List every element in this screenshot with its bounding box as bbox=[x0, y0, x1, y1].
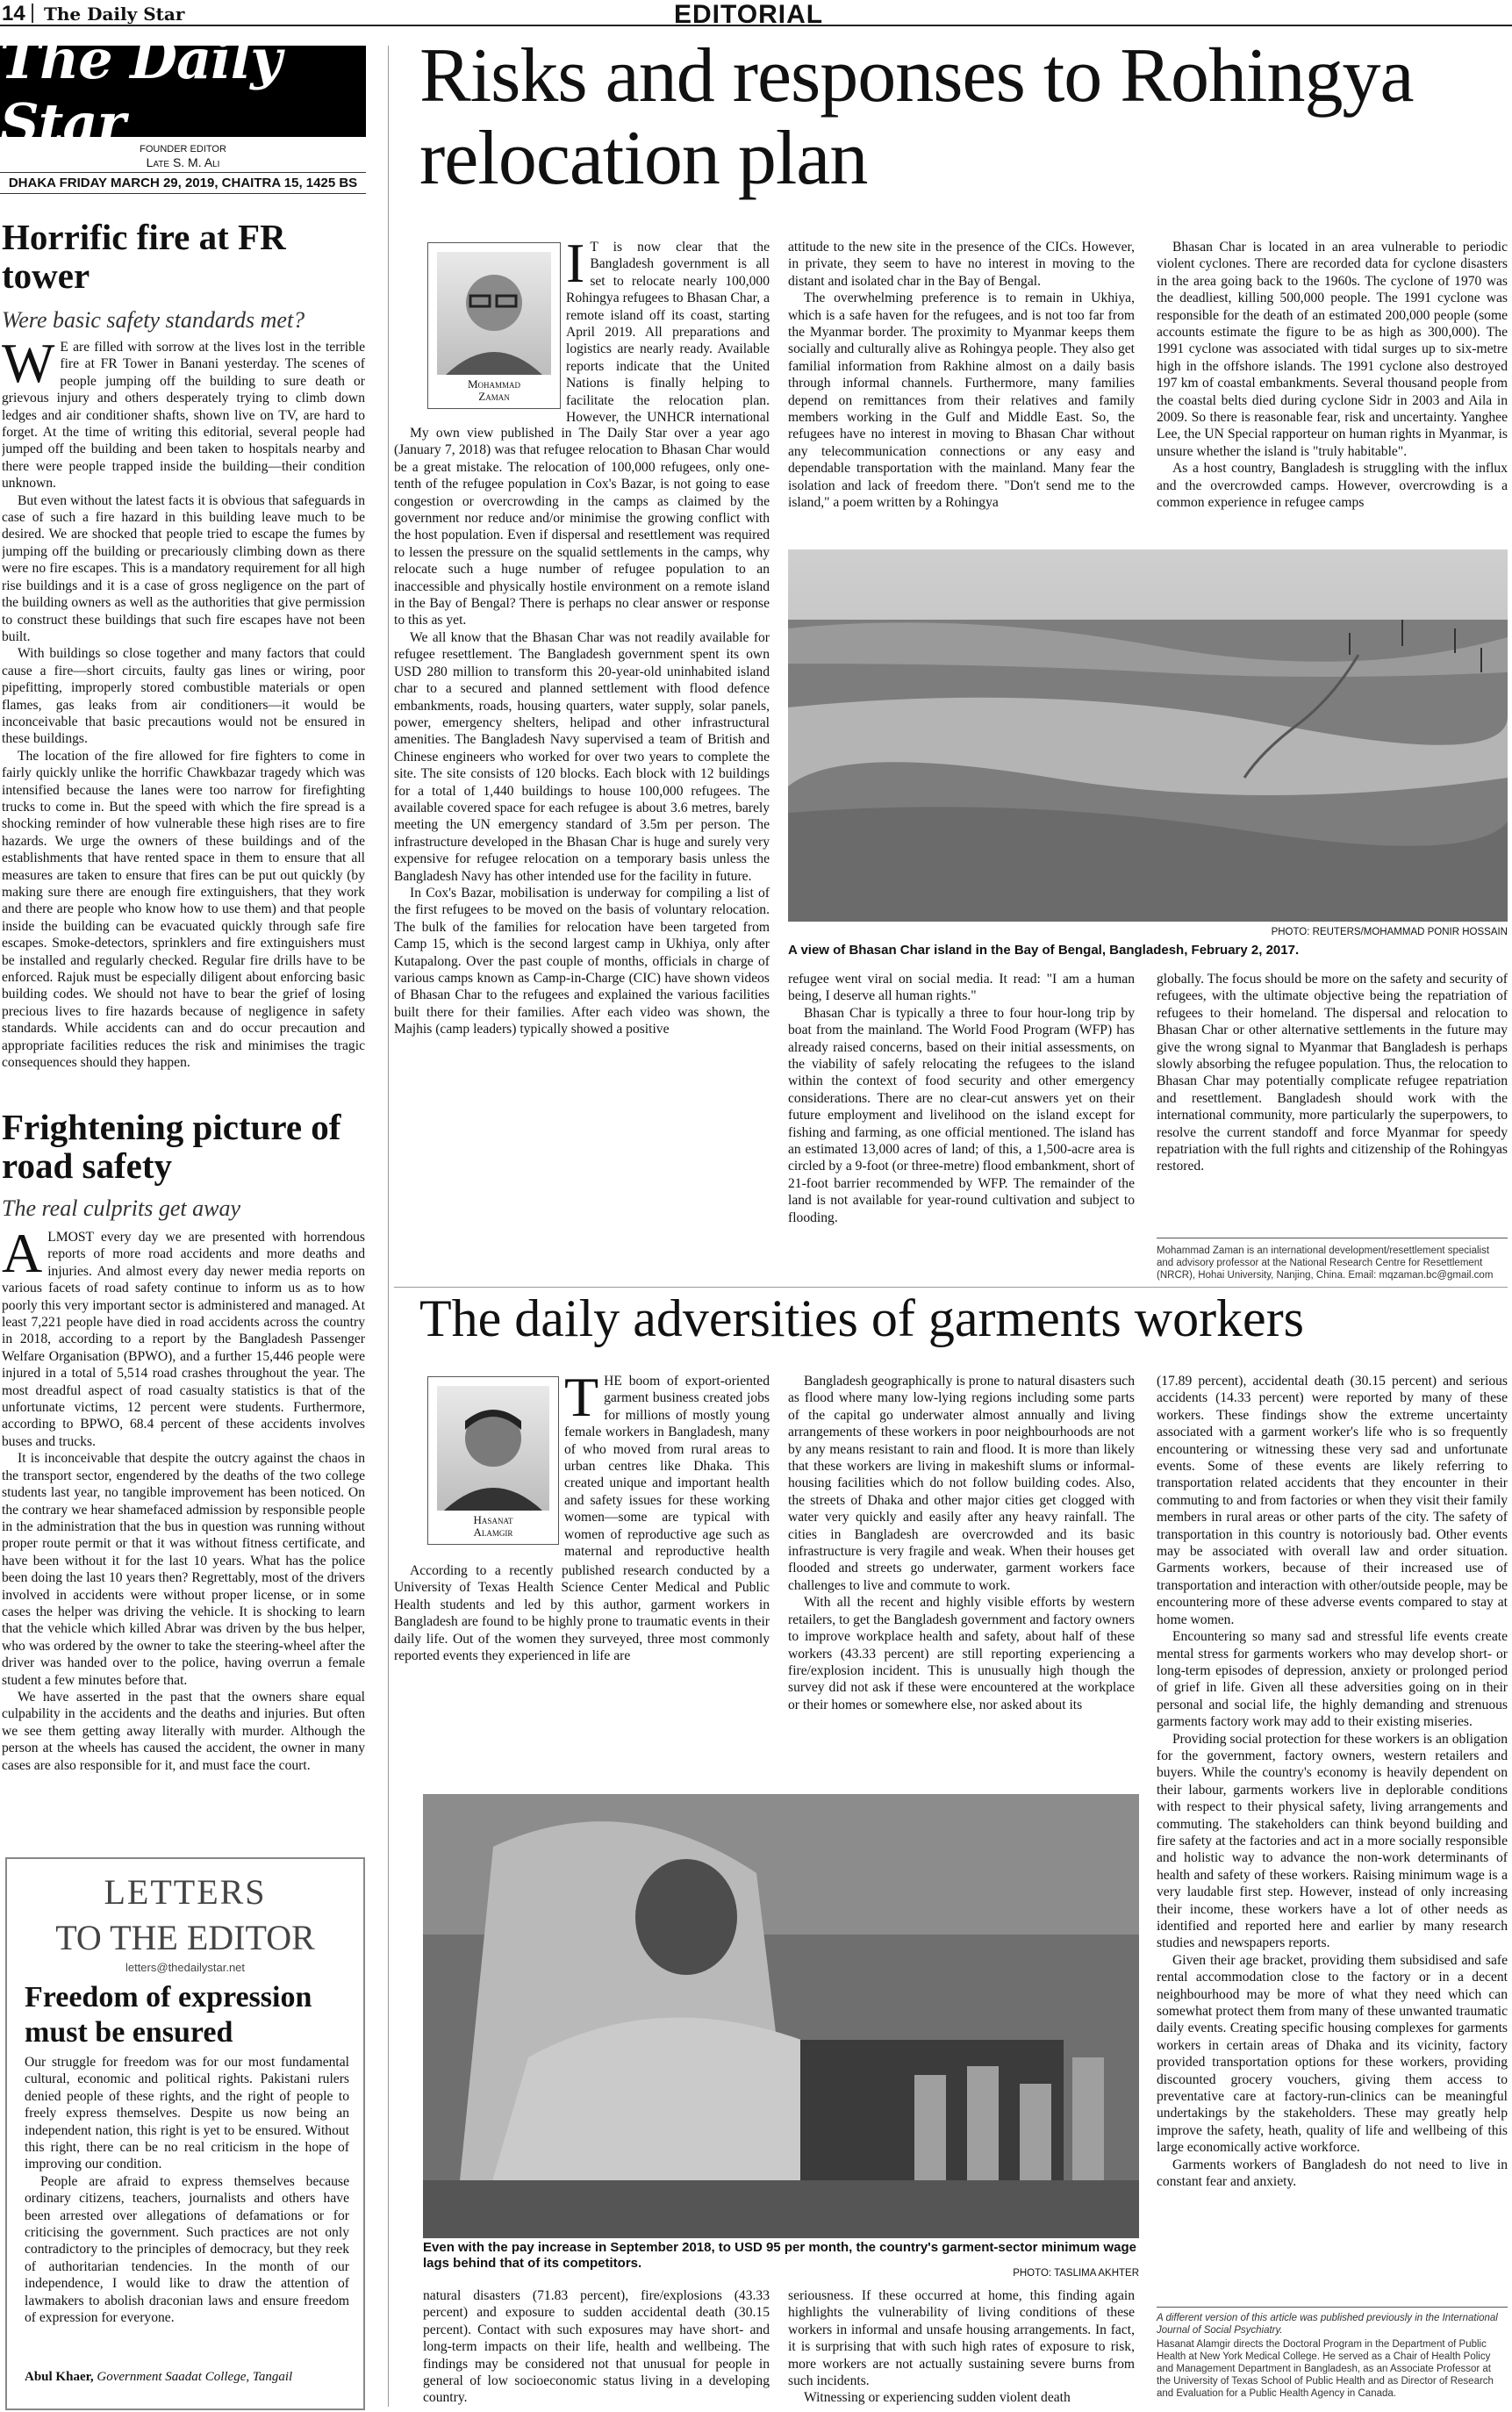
author-photo bbox=[437, 252, 551, 375]
dropcap: W bbox=[2, 339, 55, 394]
photo-caption: A view of Bhasan Char island in the Bay of Bengal, Bangladesh, February 2, 2017. bbox=[788, 943, 1300, 958]
dateline: DHAKA FRIDAY MARCH 29, 2019, CHAITRA 15, 1425 BS bbox=[0, 172, 366, 194]
paragraph: The location of the fire allowed for fire fighters to come in fairly quickly unlike the horrific Chawkbazar tragedy which was intensified because the lanes were too narrow for firefighting trucks to come in. But the speed with which the fire spread is a shocking reminder of how vulnerable these high rises are to fire hazards. We urge the owners of these buildings and of the establishments that have rented space in them to ensure that all measures are taken to ensure that fires can be put out quickly (by making sure there are enough fire extinguishers, that they work and there are people who know how to use them) and that people inside the building can be evacuated quickly through safe fire escapes. Smoke-detectors, sprinklers and fire extinguishers must be installed and regularly checked. Regular fire drills have to be enforced. Rajuk must be especially diligent about enforcing basic building codes. We should not have to bear the grief of losing precious lives to fire hazards because of negligence in safety standards. While accidents can and do occur precaution and appropriate facilities reduces the risk and minimises the tragic consequences should they happen. bbox=[2, 748, 365, 1071]
article-body bbox=[1157, 971, 1508, 1190]
founder-name: Late S. M. Ali bbox=[146, 155, 220, 169]
garment-worker-photo bbox=[423, 1794, 1139, 2238]
paragraph: As a host country, Bangladesh is struggling with the influx and the overcrowded camps. However, overcrowding is a common experience in refugee camps bbox=[1157, 461, 1508, 511]
paragraph: globally. The focus should be more on the safety and security of refugees, with the ultimate objective being the repatriation of refugees to their homeland. The dispersal and relocation to Bhasan Char or other alternative settlements in the future may give the wrong signal to Myanmar that Bangladesh is perhaps slowly absorbing the refugee population. Thus, the relocation to Bhasan Char may potentially complicate refugee repatriation and resettlement. Bangladesh should work with the international community, more particularly the superpowers, to resolve the current standoff and force Myanmar for speedy repatriation with the full rights and citizenship of the Rohingyas restored. bbox=[1157, 972, 1508, 1174]
article-body bbox=[788, 2287, 1135, 2410]
paragraph: (17.89 percent), accidental death (30.15 percent) and serious accidents (14.33 percent) were reported by many of these workers. These findings show the extreme uncertainty associated with a garment worker's life who is so frequently encountering or witnessing these very sad and unfortunate events. Some of these events are likely referring to transportation related accidents that they encounter in their commuting to and from factories or when they visit their family members in rural areas or other parts of the city. The safety of transportation in this country is notoriously bad. Other events may be associated with overall law and order situation. Garments workers, because of their increased use of transportation and interaction with other/outside people, may be encountering more of these adverse events compared to stay at home women. bbox=[1157, 1374, 1508, 1627]
editorial-subhead: The real culprits get away bbox=[2, 1195, 241, 1221]
paragraph: The overwhelming preference is to remain in Ukhiya, which is a safe haven for the refugees, and is not too far from the Myanmar border. The proximity to Myanmar keeps them socially and culturally alive as Rohingya people. They also get familial information from Rakhine almost on a daily basis through informal channels. Furthermore, many families depend on remittances from their relatives and family members working in the Gulf and Middle East. So, the refugees have no interest in moving to Bhasan Char without any telecommunication connections or any easy and dependable transportation with the mainland. Many fear the isolation and lack of freedom there. "Don't send me to the island," a poem written by a Rohingya bbox=[788, 291, 1135, 511]
article-divider bbox=[394, 1287, 1508, 1288]
article-body bbox=[788, 239, 1135, 542]
article-body bbox=[423, 2287, 770, 2410]
photo-credit: PHOTO: TASLIMA AKHTER bbox=[1013, 2268, 1139, 2279]
paragraph: Encountering so many sad and stressful life events create mental stress for garments workers who may develop short- or long-term episodes of depression, anxiety or prolonged period of grief in life. Given all these adversities going on in their personal and social life, the highly demanding and strenuous garments factory work may add to their existing miseries. bbox=[1157, 1629, 1508, 1730]
paragraph: Garments workers of Bangladesh do not need to live in constant fear and anxiety. bbox=[1157, 2157, 1508, 2190]
dropcap: I bbox=[566, 239, 585, 294]
author-box bbox=[427, 1376, 559, 1545]
dropcap: T bbox=[564, 1373, 599, 1428]
editorial-body bbox=[2, 339, 365, 1095]
paragraph: My own view published in The Daily Star over a year ago (January 7, 2018) was that refugee relocation to Bhasan Char would be a great mistake. The relocation of 100,000 refugees, only one-tenth of the refugee population in Cox's Bazar, is not going to ease congestion or overcrowding in the camps as claimed by the government nor reduce and/or minimise the growing conflict with the host population. Even if dispersal and resettlement was required to lessen the pressure on the squalid settlements in the camps, why relocate such a huge number of refugee population to an inaccessible and physically hostile environment on a remote island in the Bay of Bengal? There is perhaps no clear answer or response to this as yet. bbox=[394, 426, 770, 628]
author-bio: Hasanat Alamgir directs the Doctoral Program in the Department of Public Health at New York Medical College. He served as a Chair of Health Policy and Management Department in Bangladesh, as an Associate Professor at the University of Texas School of Public Health and as Director of Research and Evaluation for a Public Health Agency in Canada. bbox=[1157, 2339, 1494, 2399]
author-name-line2: Alamgir bbox=[473, 1525, 513, 1539]
author-name-line2: Zaman bbox=[478, 390, 510, 403]
author-box bbox=[427, 242, 561, 409]
paragraph: seriousness. If these occurred at home, this finding again highlights the vulnerability of living conditions of these workers in informal and unsafe housing arrangements. In fact, it is surprising that with such high rates of exposure to risk, more workers are not actually sustaining severe burns from such incidents. bbox=[788, 2288, 1135, 2389]
dropcap: A bbox=[2, 1229, 43, 1284]
paragraph: We have asserted in the past that the owners share equal culpability in the accidents and the deaths and injuries. But often we see them getting away literally with murder. Although the person at the wheels has caused the accident, the owner in many cases are also responsible for it, and must face the court. bbox=[2, 1689, 365, 1773]
paragraph: natural disasters (71.83 percent), fire/explosions (43.33 percent) and exposure to sudden accidental death (30.15 percent). Contact with such exposures may have short- and long-term impacts on their life, health and wellbeing. The findings may be considered not that unusual for people in general of low socioeconomic status living in a developing country. bbox=[423, 2288, 770, 2406]
paragraph: Bhasan Char is located in an area vulnerable to periodic violent cyclones. There are recorded data for cyclone disasters in the area going back to the 1960s. The cyclone of 1970 was the deadliest, killing 500,000 people. The 1991 cyclone was responsible for the death of an estimated 200,000 people (some accounts estimate the figure to be as high as 300,000). The 1991 cyclone was associated with tidal surges up to six-metre high in the offshore islands. The 1991 cyclone also destroyed 197 km of coastal embankments. Several thousand people from the coastal belts died during cyclone Sidr in 2003 and Aila in 2009. So there is reasonable fear, risk and uncertainty. Yanghee Lee, the UN Special rapporteur on human rights in Myanmar, is unsure whether the island is "truly habitable". bbox=[1157, 240, 1508, 459]
section-label: EDITORIAL bbox=[674, 0, 824, 29]
paragraph: With buildings so close together and many factors that could cause a fire—short circuits, faulty gas lines or wiring, poor pipefitting, improperly stored combustible materials or open flames, gas leaks from air conditioners—it would be inconceivable that basic precautions would not be ensured in these buildings. bbox=[2, 646, 365, 747]
article-body bbox=[394, 1562, 770, 1817]
letters-title: LETTERS bbox=[104, 1872, 267, 1912]
author-name-line1: Mohammad bbox=[467, 377, 521, 391]
article-headline: The daily adversities of garments workers bbox=[419, 1289, 1305, 1347]
paragraph: refugee went viral on social media. It read: "I am a human being, I deserve all human rights." bbox=[788, 972, 1135, 1004]
masthead-logo: The Daily Star bbox=[0, 27, 282, 155]
paragraph: T is now clear that the Bangladesh government is all set to relocate nearly 100,000 Rohingya refugees to Bhasan Char, a remote island off its coast, starting April 2019. All preparations and logistics are nearly ready. Available reports indicate that the United Nations is finally helping to facilitate the relocation plan. However, the UNHCR international bbox=[566, 240, 770, 425]
signature-place: Government Saadat College, Tangail bbox=[97, 2370, 293, 2384]
article-body bbox=[566, 239, 770, 425]
paragraph: But even without the latest facts it is obvious that safeguards in case of such a fire hazard in this building leave much to be desired. We are shocked that people tried to escape the fumes by jumping off the building or precariously climbing down as there were no fire escapes. This is a mandatory requirement for all high rise buildings and it is a case of gross negligence on the part of the building owners as well as the authorities that give permission to construct these buildings that such fire escapes have not been built. bbox=[2, 492, 365, 644]
letter-body bbox=[25, 2054, 349, 2352]
editorial-body bbox=[2, 1229, 365, 1833]
paragraph: It is inconceivable that despite the outcry against the chaos in the transport sector, engendered by the deaths of the two college students last year, no tangible improvement has been noticed. On the contrary we hear shamefaced admission by responsible people in the administration that the bus in question was running without proper route permit or that it was without fitness certificate, and have been without it for the last 10 years. What has the police been doing the last 10 years then? Regrettably, most of the drivers involved in accidents were without proper license, or in some cases the helper was driving the vehicle. It is shocking to learn that the vehicle which killed Abrar was driven by the bus helper, who was ordered by the owner to take the steering-wheel after the driver was handed over to the police, having overrun a female student a few minutes before that. bbox=[2, 1451, 365, 1688]
paragraph: Witnessing or experiencing sudden violent death bbox=[804, 2390, 1071, 2406]
article-body bbox=[788, 971, 1135, 1304]
founder-label: FOUNDER EDITOR bbox=[140, 144, 226, 154]
paragraph: Bangladesh geographically is prone to natural disasters such as flood where many low-lying regions including some parts of the capital go underwater almost annually and living arrangements of these workers in poor neighbourhoods are not by any means resistant to rain and flood. It is more than likely that these workers are living in makeshift slums or informal-housing facilities which do not follow building codes. Also, the streets of Dhaka and other major cities get clogged with water very quickly and easily after any heavy rainfall. The cities in Bangladesh are overcrowded and its basic infrastructure is very fragile and weak. When their houses get flooded and streets go underwater, garment workers face challenges to live and commute to work. bbox=[788, 1374, 1135, 1593]
page-number: 14 bbox=[2, 2, 25, 25]
article-body bbox=[394, 425, 770, 1303]
author-name-line1: Hasanat bbox=[473, 1513, 513, 1526]
paragraph: LMOST every day we are presented with horrendous reports of more road accidents and more deaths and injuries. And almost every day newer media reports on various facets of road safety continue to inform us as to how poorly this very important sector is administered and managed. At least 7,221 people have died in road accidents across the country in 2018, according to a report by the Bangladesh Passenger Welfare Organisation (BPWO), and a further 15,446 people were injured in a total of 5,514 road crashes throughout the year. The most dreadful aspect of road casualty statistics is that of the unfortunate victims, 12 percent were students. Furthermore, according to BPWO, 68.4 percent of these accidents involves buses and trucks. bbox=[2, 1230, 365, 1449]
island-photo bbox=[788, 549, 1508, 922]
header-paper-name: The Daily Star bbox=[44, 4, 185, 25]
article-body bbox=[1157, 239, 1508, 542]
bio-rule bbox=[1157, 2307, 1508, 2308]
paragraph: HE boom of export-oriented garment business created jobs for millions of mostly young female workers in Bangladesh, many of who moved from rural areas to urban centres like Dhaka. This created unique and important health and safety issues for these working women—some are typical with women of reproductive age such as maternal and reproductive health bbox=[564, 1374, 770, 1559]
paragraph: In Cox's Bazar, mobilisation is underway for compiling a list of the first refugees to be moved on the basis of voluntary relocation. The bulk of the families for relocation have been targeted from Camp 15, which is the second largest camp in Ukhiya, only after Kutapalong. Over the past couple of months, officials in charge of various camps known as Camp-in-Charge (CIC) have shown videos of Bhasan Char to the refugees and explained the various facilities built there for their families. After each video was shown, the Majhis (camp leaders) typically showed a positive bbox=[394, 885, 770, 1037]
letters-title-2: TO THE EDITOR bbox=[55, 1918, 315, 1957]
article-body bbox=[1157, 1373, 1508, 2321]
column-divider bbox=[388, 46, 389, 2407]
paragraph: We all know that the Bhasan Char was not readily available for refugee resettlement. The Bangladesh government spent its own USD 280 million to transform this 20-year-old uninhabited island char to a secured and planned settlement with flood defence embankments, roads, housing quarters, water supply, solar panels, power, emergency shelters, helipad and other infrastructural amenities. The Bangladesh Navy supervised a team of British and Chinese engineers who worked for over two years to complete the site. The site consists of 120 blocks. Each block with 12 buildings for a total of 1,440 buildings to house 100,000 refugees. The available covered space for each refugee is about 3.6 metres, barely meeting the UN emergency standard of 3.5m per person. The infrastructure developed in the Bhasan Char is huge and surely very expensive for refugee relocation on a temporary basis unless the Bangladesh Navy has other intended use for the facility in future. bbox=[394, 629, 770, 884]
author-bio: Mohammad Zaman is an international development/resettlement specialist and advisory professor at the National Research Centre for Resettlement (NRCR), Hohai University, Nanjing, China. Email: mqzaman.bc@gmail.com bbox=[1157, 1245, 1494, 1281]
photo-caption: Even with the pay increase in September 2018, to USD 95 per month, the country's garment-sector minimum wage lags behind that of its competitors. bbox=[423, 2240, 1136, 2271]
paragraph: Our struggle for freedom was for our most fundamental cultural, economic and political rights. Pakistani rulers denied people of these rights, and the right of people to freely express themselves. Despite us now being an independent nation, this right is yet to be ensured. Without this right, there can be no real criticism in the hope of improving our condition. bbox=[25, 2055, 349, 2172]
letters-email: letters@thedailystar.net bbox=[125, 1961, 246, 1974]
bio-note: A different version of this article was published previously in the International Journal of Social Psychiatry. bbox=[1157, 2313, 1498, 2336]
paragraph: Given their age bracket, providing them subsidised and safe rental accommodation close to the factory or in a decent neighbourhood may be more of what they need which can somewhat protect them from many of these unwanted traumatic daily events. Creating specific housing complexes for garments workers in certain areas of Dhaka and its vicinity, factory provided transportation options for these workers, providing discounted grocery vouchers, giving them access to preventative care at factory-run-clinics can be meaningful undertakings by the stakeholders. These may greatly help improve the safety, heath, quality of life and wellbeing of this large economically active workforce. bbox=[1157, 1952, 1508, 2156]
article-body bbox=[564, 1373, 770, 1559]
article-body bbox=[788, 1373, 1135, 1785]
letter-signature bbox=[25, 2370, 358, 2385]
article-headline: Risks and responses to Rohingya relocation plan bbox=[419, 33, 1414, 201]
paragraph: Bhasan Char is typically a three to four hour-long trip by boat from the mainland. The World Food Program (WFP) has already raised concerns, based on their initial assessments, on the viability of safely relocating the refugees to the island within the context of food security and other emergency considerations. There are no clear-cut answers yet on their future employment and livelihood on the island except for fishing and farming, as one official mentioned. The island has an estimated 13,000 acres of land; of this, a 1,500-acre area is circled by a 9-foot (or three-metre) flood embankment, short of 21-foot barrier recommended by WFP. The remainder of the land is not available for year-round cultivation and subject to flooding. bbox=[788, 1005, 1135, 1225]
editorial-headline: Horrific fire at FR tower bbox=[2, 217, 286, 296]
paragraph: People are afraid to express themselves because ordinary citizens, teachers, journalists and others have been arrested over allegations of defamations or for criticising the government. Such practices are not only contradictory to the principles of democracy, but they reek of authoritarian tendencies. In the month of our independence, I would like to draw the attention of lawmakers to abolish draconian laws and ensure freedom of expression for everyone. bbox=[25, 2173, 349, 2326]
editorial-subhead: Were basic safety standards met? bbox=[2, 307, 305, 333]
paragraph: Providing social protection for these workers is an obligation for the government, factory owners, western retailers and buyers. While the country's economy is heavily dependent on their labour, garments workers live in deplorable conditions with respect to their physical safety, living arrangements and commuting. The stakeholders can think beyond building and fire safety at the factories and act in a more socially responsible and holistic way to advance the non-work determinants of health and safety of these workers. Raising minimum wage is a very laudable first step. However, instead of only increasing their income, these workers have a lot of other needs as identified and reported here and earlier by many research studies and newspapers reports. bbox=[1157, 1731, 1508, 1951]
photo-credit: PHOTO: REUTERS/MOHAMMAD PONIR HOSSAIN bbox=[1271, 927, 1508, 937]
paragraph: attitude to the new site in the presence of the CICs. However, in private, they seem to have no interest in moving to the distant and isolated char in the Bay of Bengal. bbox=[788, 240, 1135, 289]
header-divider bbox=[32, 4, 33, 23]
paragraph: E are filled with sorrow at the lives lost in the terrible fire at FR Tower in Banani yesterday. The scenes of people jumping off the building to sure death or grievous injury and others desperately trying to climb down ledges and air conditioner shafts, shown live on TV, are hard to forget. At the time of writing this editorial, several people had jumped off the building and been taken to hospitals nearby and there were people trapped inside the building—their condition unknown. bbox=[2, 340, 365, 492]
editorial-headline: Frightening picture of road safety bbox=[2, 1107, 341, 1186]
author-photo bbox=[437, 1386, 549, 1511]
paragraph: With all the recent and highly visible efforts by western retailers, to get the Bangladesh government and factory owners to improve workplace health and safety, about half of these workers (43.33 percent) are still reporting experiencing a fire/explosion incident. This is unusually high though the survey did not ask if these were encountered at the workplace or their homes or somewhere else, nor asked about its bbox=[788, 1595, 1135, 1712]
letter-headline: Freedom of expression must be ensured bbox=[25, 1981, 312, 2049]
paragraph: According to a recently published research conducted by a University of Texas Health Science Center Medical and Public Health students and led by this author, garment workers in Bangladesh are found to be highly prone to traumatic events in their daily life. Out of the women they surveyed, three most commonly reported events they experienced in life are bbox=[394, 1563, 770, 1664]
signature-name: Abul Khaer, bbox=[25, 2370, 94, 2384]
